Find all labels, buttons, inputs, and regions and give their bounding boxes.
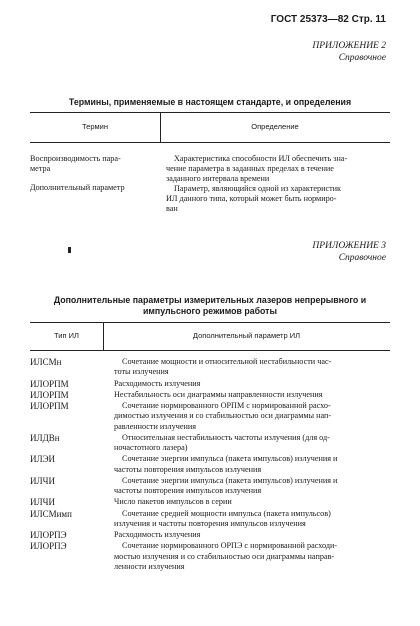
term-line: Воспроизводимость пара- bbox=[30, 154, 121, 163]
table3-row-param bbox=[114, 509, 394, 529]
param-line: Число пакетов импульсов в серии bbox=[114, 497, 232, 507]
term-line: метра bbox=[30, 164, 51, 174]
table3-row-type: ИЛСМн bbox=[30, 357, 62, 367]
appendix2-title: Термины, применяемые в настоящем стандарте, и определения bbox=[68, 97, 352, 107]
param-line: излучения и частоты повторения импульсов излучения bbox=[114, 518, 306, 528]
appendix3-kind: Справочное bbox=[338, 253, 386, 263]
table3-col-param: Дополнительный параметр ИЛ bbox=[192, 331, 301, 340]
def-line: Параметр, являющийся одной из характеристик bbox=[174, 184, 342, 193]
table3-row-type: ИЛДВн bbox=[30, 432, 60, 443]
table3-row-type: ИЛОРПМ bbox=[30, 389, 69, 400]
table3-col-type: Тип ИЛ bbox=[54, 331, 79, 340]
table2-row-term bbox=[30, 183, 160, 193]
table3-row-type: ИЛОРПМ bbox=[30, 401, 69, 412]
param-line: частоты повторения импульсов излучения bbox=[114, 486, 262, 495]
param-line: ленности излучения bbox=[114, 561, 185, 571]
param-line: тоты излучения bbox=[114, 367, 169, 377]
table2-row-term bbox=[30, 154, 160, 174]
table3-row-param bbox=[114, 401, 394, 432]
param-line: Сочетание мощности и относительной нестабильности час- bbox=[122, 357, 332, 366]
param-line: Сочетание энергии импульса (пакета импульсов) излучения и bbox=[122, 475, 338, 485]
param-line: Расходимость излучения bbox=[114, 378, 201, 388]
appendix3-label: ПРИЛОЖЕНИЕ 3 bbox=[312, 241, 386, 251]
def-line: Характеристика способности ИЛ обеспечить зна- bbox=[174, 154, 348, 163]
table3-row-param bbox=[114, 390, 394, 400]
table3-row-param bbox=[114, 497, 394, 507]
appendix3-title bbox=[30, 295, 390, 317]
table3-row-param bbox=[114, 433, 394, 453]
param-line: частоты повторения импульсов излучения bbox=[114, 464, 262, 474]
table3-row-type: ИЛЧИ bbox=[30, 497, 55, 508]
param-line: Расходимость излучения bbox=[114, 530, 201, 540]
stray-mark bbox=[68, 247, 71, 253]
param-line: Относительная нестабильность частоты излучения (для од- bbox=[122, 432, 330, 442]
table3-top-rule bbox=[30, 322, 390, 323]
param-line: равленности излучения bbox=[114, 421, 196, 431]
table3-header-rule bbox=[30, 350, 390, 351]
table3-row-type: ИЛОРПМ bbox=[30, 378, 69, 389]
table2-row-def bbox=[166, 154, 394, 185]
table3-row-type: ИЛОРПЭ bbox=[30, 541, 67, 552]
param-line: Сочетание энергии импульса (пакета импульсов) излучения и bbox=[122, 454, 338, 464]
def-line: ван bbox=[166, 204, 178, 214]
table2-top-rule bbox=[30, 112, 390, 113]
title-line: Дополнительные параметры измерительных лазеров непрерывного и bbox=[53, 295, 367, 305]
param-line: димостью излучения и со стабильностью оси диаграммы нап- bbox=[114, 411, 332, 421]
param-line: Нестабильность оси диаграммы направленности излучения bbox=[114, 389, 323, 399]
table3-row-param bbox=[114, 379, 394, 389]
param-line: мостью излучения и со стабильностью оси диаграммы направ- bbox=[114, 551, 335, 561]
table3-row-param bbox=[114, 357, 394, 377]
title-line: импульсного режимов работы bbox=[142, 306, 278, 316]
param-line: Сочетание нормированного ОРПМ с нормированной расхо- bbox=[122, 401, 331, 411]
param-line: ночастотного лазера) bbox=[114, 443, 188, 452]
table3-row-type: ИЛСМимп bbox=[30, 508, 72, 519]
table3-row-type: ИЛЭИ bbox=[30, 454, 56, 465]
appendix3-heading bbox=[312, 240, 386, 264]
table3-row-param bbox=[114, 476, 394, 496]
table3-row-param bbox=[114, 541, 394, 572]
appendix2-heading bbox=[312, 40, 386, 64]
def-line: ИЛ данного типа, который может быть нормиро- bbox=[166, 194, 337, 204]
param-line: Сочетание средней мощности импульса (пакета импульсов) bbox=[122, 508, 331, 518]
param-line: Сочетание нормированного ОРПЭ с нормированной расходи- bbox=[122, 541, 338, 551]
table2-col-def: Определение bbox=[251, 122, 299, 131]
table3-row-param bbox=[114, 530, 394, 540]
term-line: Дополнительный параметр bbox=[30, 183, 125, 192]
page-header: ГОСТ 25373—82 Стр. 11 bbox=[270, 14, 386, 25]
table3-row-type: ИЛЧИ bbox=[30, 475, 55, 486]
appendix2-label: ПРИЛОЖЕНИЕ 2 bbox=[312, 41, 386, 51]
table3-row-param bbox=[114, 454, 394, 474]
table2-row-def bbox=[166, 184, 394, 215]
table2-header-rule bbox=[30, 142, 390, 143]
table2-col-term: Термин bbox=[82, 122, 108, 131]
def-line: заданного интервала времени bbox=[166, 174, 270, 184]
table3-row-type: ИЛОРПЭ bbox=[30, 530, 67, 541]
appendix2-kind: Справочное bbox=[338, 53, 386, 63]
def-line: чение параметра в заданных пределах в течение bbox=[166, 164, 334, 174]
